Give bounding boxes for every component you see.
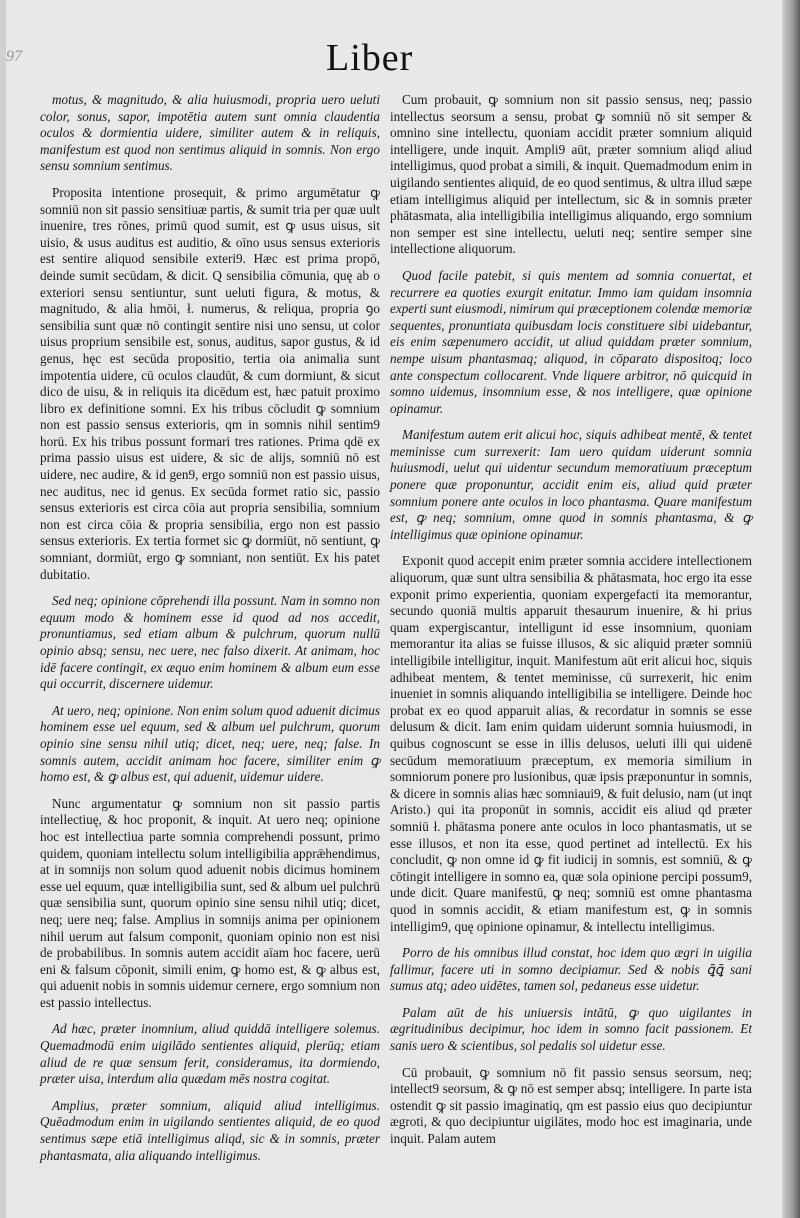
page-edge-shadow xyxy=(782,0,800,1218)
left-column-paragraph: Amplius, præter somnium, aliquid aliud intelligimus. Quēadmodum enim in uigilando sentientes aliquid, de eo quod sentimus sæpe etiā intelligimus aliqd, sic & in somnis, præter phantasmata, alia aliquando intelligimus. xyxy=(40,1097,380,1163)
left-column xyxy=(40,92,380,1174)
right-column-paragraph: Cum probauit, ꝙ somnium non sit passio sensus, neq; passio intellectus seorsum a sensu, probat ꝙ somniū nō sit semper & omnino sine intellectu, quoniam accidit præter somnium aliquid intelligere, unde inquit. Ampli9 aūt, præter somnium aliqd aliud intelligimus, quod probat a simili, & inquit. Quemadmodum enim in uigilando sentientes aliquid, de eo quod sentimus, & ultra illud sæpe etiam intelligimus aliquid per intellectum, sic & in somnis præter phātasmata, alia intelligibilia intelligimus aliquando, ergo somnium non semper est sine intellectu, ueluti neq; sentire semper sine intellectione aliquorum. xyxy=(390,92,752,257)
left-column-paragraph: Sed neq; opinione cōprehendi illa possunt. Nam in somno non equum modo & hominem esse id quod ad nos accedit, pronuntiamus, sed etiam album & pulchrum, quorum nullū opinio absq; sensu, nec uere, nec falso dixerit. At animam, hoc idē facere contingit, ex æquo enim hominem & album eum esse qui occurrit, discernere uidemur. xyxy=(40,593,380,692)
right-column-paragraph: Cū probauit, ꝙ somnium nō fit passio sensus seorsum, neq; intellect9 seorsum, & ꝙ nō est semper absq; intelligere. In parte ista ostendit ꝙ sit passio imaginatiq, qm est passio eius quo decipiuntur ægroti, & quo decipiuntur uigilātes, modo hoc est imaginaria, unde inquit. Palam autem xyxy=(390,1064,752,1147)
left-column-paragraph: Ad hæc, præter inomnium, aliud quiddā intelligere solemus. Quemadmodū enim uigilādo sentientes aliquid, plerūq; etiam aliud de re quæ sensum ferit, consideramus, ita dormiendo, præter uisa, interdum alia quædam mēs nostra cogitat. xyxy=(40,1021,380,1087)
left-column-paragraph: Nunc argumentatur ꝙ somnium non sit passio partis intellectiuę, & hoc proponit, & inquit. At uero neq; opinione hoc est intellectiua parte somnia comprehendi possunt, primo quidem, quoniam intellectu solum intelligibilia apprǣhendimus, at in somnijs non solum quod aduenit nobis dicimus hominem esse uel equum, quæ intelligibilia sunt, sed & album uel pulchrū quæ sensibilia sunt, quorum opinio sine sensu nihil utiq; dicet, neq; uere neq; false. Amplius in somnijs anima per opinionem nihil uerum aut falsum componit, quoniam opinio non est nisi de probabilibus. In somnis autem accidit aīam hoc facere, uerū eni & falsum cōponit, simili enim, ꝙ homo est, & ꝙ albus est, qui aduenit nobis in somnis uidemur cernere, ergo somnium non est passio intellectus. xyxy=(40,795,380,1010)
right-column-paragraph: Quod facile patebit, si quis mentem ad somnia conuertat, et recurrere ea quoties exurgit enitatur. Immo iam quidam insomnia experti sunt eiusmodi, nimirum qui præceptionem colendæ memoriæ sequentes, pronuntiata quibusdam locis constituere sibi uidebantur, eis enim sæpenumero accidit, ut aliud quiddam præter somnium, nempe uisum phantasmaq; aliquod, in cōparato dispositoq; loco ante conspectum collocarent. Vnde liquere arbitror, nō quicquid in somno uidemus, insomnium esse, & nos intelligere, quæ opinione opinamur. xyxy=(390,267,752,416)
right-column-paragraph: Porro de his omnibus illud constat, hoc idem quo ægri in uigilia fallimur, facere uti in somno decipiamur. Sed & nobis ꝗ̄ꝗ̄ sani sumus atq; adeo uidētes, tamen sol, pedaneus esse uidetur. xyxy=(390,945,752,994)
right-column xyxy=(390,92,752,1158)
page-gutter xyxy=(0,0,6,1218)
running-head: Liber xyxy=(326,37,414,79)
folio-number: 97 xyxy=(6,48,22,65)
left-column-paragraph: Proposita intentione prosequit, & primo argumētatur ꝙ somniū non sit passio sensitiuæ partis, & sumit tria per quæ uult inuenire, tres rōnes, primū quod sumit, est ꝙ usus uisus, sit uisio, & usus auditus est auditio, & oīno usus sensus exterioris est sentire aliquod sensibile exteri9. Hæc est prima propō, deinde sumit secūdam, & dicit. Q sensibilia cōmunia, quę ab o exteriori sensu sentiuntur, sunt ueluti figura, & motus, & magnitudo, & alia hmōi, ł. numerus, & reliqua, propria ꝯo sensibilia sunt quæ nō contingit sentire nisi uno sensu, ut color uisus proprium sensibile est, sonus, auditus, sapor gustus, & id genus, hęc est secūda propositio, tertia oia animalia sunt impotentia uidere, cū oculos claudūt, & cum dormiunt, & sicut dico de uisu, & in reliquis ita dicēdum est, hæc patuit proximo libro ex definitione somni. Ex his tribus cōcludit ꝙ somnium non est passio sensus exterioris, qm in somnis nihil sentim9 horū. Ex his tribus possunt formari tres rationes. Prima qdē ex prima passio uisus est uidere, & sic de alijs, somniū nō est uidere, nec audire, & id gen9, ergo somniū non est passio uisus, nec auditus, nec id genus. Ex secūda formet ratio sic, passio sensus exterioris est circa cōia aut propria sensibilia, somnium non est circa cōia & propria sensibilia, ergo non est passio sensus exterioris. Ex tertia formet sic ꝙ dormiūt, nō sentiunt, ꝙ somniant, dormiūt, ergo ꝙ somniant, non sentiūt. Ex his patet dubitatio. xyxy=(40,184,380,582)
right-column-paragraph: Manifestum autem erit alicui hoc, siquis adhibeat mentē, & tentet meminisse cum surrexerit: Iam uero quidam uiderunt somnia huiusmodi, uelut qui uidentur secundum memoratiuum præceptum ponere quæ proponuntur, accidit enim eis, aliud quid præter somnium ponere ante oculos in loco phantasma. Quare manifestum est, ꝙ neq; somnium, omne quod in somnis phantasma, & ꝙ intelligimus quæ opinione opinamur. xyxy=(390,427,752,542)
right-column-paragraph: Palam aūt de his uniuersis intātū, ꝙ quo uigilantes in ægritudinibus decipimur, hoc idem in somno facit passionem. Et sanis uero & scientibus, sol pedalis sol uidetur esse. xyxy=(390,1004,752,1054)
right-column-paragraph: Exponit quod accepit enim præter somnia accidere intellectionem aliquorum, quæ sunt ultra sensibilia & phātasmata, hoc ergo ita esse exponit primo experientia, quoniam expergefacti ita memorantur, secundo quoniā multis apparuit thesaurum inuenire, & hi prius quam expergiscantur, intelligunt id esse insomnium, quoniam memorantur ita alias se fuisse illusos, & sic aliquid præter somniū intelligibile intelligitur, inquit. Manifestum aūt erit alicui hoc, siquis adhibeat mentem, & tentet meminisse, cū surrexerit, hic enim inueniet in somnis aliquando intelligibilia se intelligere. Deinde hoc probat ex eo quod apparuit alias, & recordatur in somnis se esse delusum & dicit. Iam enim quidam uiderunt somnia huiusmodi, in quibus cognoscunt se esse in illis delusos, ueluti illi qui uidenē secūdum memoratiuum præceptum, ex memoria similium in somniorum ponere pro lusionibus, quæ ipsis præponuntur in somnis, & dicere in somnis alias hæc somniaui9, & fuit delusio, nam (ut inqt Aristo.) qui ita proponūt in somnis, accidit eis aliud qd præter somniū ł. phātasma ponere ante oculos in loco phantasmatis, ut se esse illusos, et non ita esse, quod pertinet ad intellectū. Ex his concludit, ꝙ non omne id ꝙ fit iudicij in somnis, est somniū, & ꝙ cōtingit intelligere in somno ea, quæ sola opinione percipi possum9, unde dicit. Quare manifestū, ꝙ neq; somniū est omne phantasma quod in somnis accidit, & etiam manifestum est, ꝙ in somnis intelligim9, quę opinione opinamur, & intellectu intelligimus. xyxy=(390,553,752,934)
left-column-paragraph: motus, & magnitudo, & alia huiusmodi, propria uero ueluti color, sonus, sapor, impotētia autem sunt omnia claudentia oculos & dormientia uidere, similiter autem & in reliquis, manifestum est quod non sentimus aliquid in somnis. Non ergo sensu somnium sentimus. xyxy=(40,92,380,174)
left-column-paragraph: At uero, neq; opinione. Non enim solum quod aduenit dicimus hominem esse uel equum, sed & album uel pulchrum, quorum opinio sine sensu nihil utiq; dicet, neq; uere, neq; false. In somnis autem, accidit animam hoc facere, similiter enim ꝙ homo est, & ꝙ albus est, qui aduenit, uidemur uidere. xyxy=(40,702,380,785)
